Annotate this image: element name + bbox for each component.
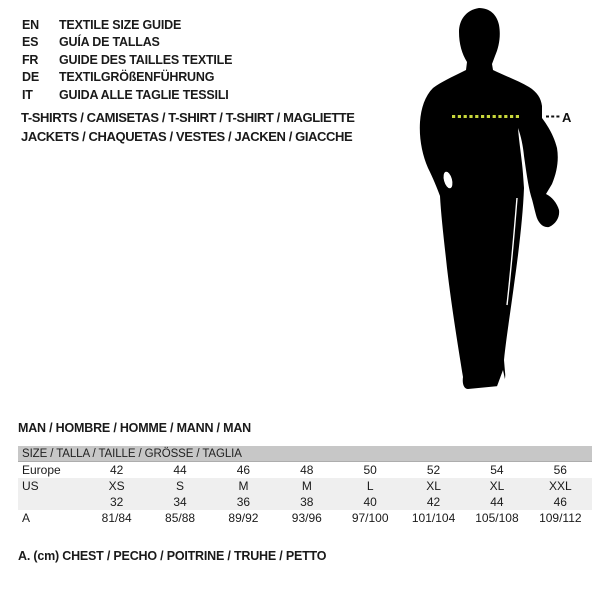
- table-cell: 44: [173, 463, 187, 477]
- table-row-us: [18, 478, 592, 494]
- measure-label-a: A: [562, 110, 572, 125]
- table-cell: 52: [426, 463, 441, 477]
- table-cell: 38: [300, 495, 314, 509]
- language-code: IT: [22, 87, 33, 102]
- table-cell: 93/96: [291, 511, 322, 525]
- table-cell: XXL: [548, 479, 572, 493]
- language-row-de: [22, 69, 232, 87]
- table-cell: 36: [236, 495, 251, 509]
- table-cell: 50: [363, 463, 377, 477]
- language-label: GUIDE DES TAILLES TEXTILE: [59, 52, 233, 67]
- table-row-us-numeric: [18, 494, 592, 510]
- garment-categories: [21, 108, 355, 146]
- section-title-man: MAN / HOMBRE / HOMME / MANN / MAN: [18, 421, 251, 435]
- language-code: FR: [22, 52, 39, 67]
- man-silhouette-figure: [415, 0, 575, 400]
- table-cell: 97/100: [351, 511, 389, 525]
- measure-footnote: A. (cm) CHEST / PECHO / POITRINE / TRUHE / PETTO: [18, 549, 327, 563]
- table-cell: 54: [490, 463, 504, 477]
- table-cell: 42: [426, 495, 441, 509]
- language-row-it: [22, 86, 232, 104]
- table-row-europe: [18, 462, 592, 478]
- table-cell: 48: [300, 463, 314, 477]
- table-cell: M: [301, 479, 312, 493]
- row-label: A: [22, 511, 31, 525]
- table-cell: 101/104: [411, 511, 456, 525]
- table-cell: 81/84: [101, 511, 132, 525]
- category-line-jackets: JACKETS / CHAQUETAS / VESTES / JACKEN / GIACCHE: [21, 129, 353, 144]
- language-row-es: [22, 34, 232, 52]
- table-cell: XL: [426, 479, 441, 493]
- table-cell: 109/112: [539, 511, 582, 525]
- table-cell: L: [366, 479, 374, 493]
- language-list: [22, 16, 232, 104]
- man-silhouette-icon: [415, 0, 575, 400]
- language-row-fr: [22, 51, 232, 69]
- table-cell: XL: [489, 479, 505, 493]
- table-cell: 42: [110, 463, 124, 477]
- table-cell: 46: [236, 463, 251, 477]
- table-cell: 46: [553, 495, 567, 509]
- table-cell: 105/108: [475, 511, 519, 525]
- table-cell: 56: [553, 463, 567, 477]
- table-cell: 44: [490, 495, 504, 509]
- table-cell: S: [176, 479, 185, 493]
- table-cell: 89/92: [228, 511, 259, 525]
- language-row-en: [22, 16, 232, 34]
- row-label: Europe: [22, 463, 61, 477]
- language-label: GUIDA ALLE TAGLIE TESSILI: [59, 87, 229, 102]
- table-cell: M: [238, 479, 249, 493]
- table-cell: 34: [173, 495, 187, 509]
- table-cell: 32: [110, 495, 124, 509]
- table-cell: XS: [108, 479, 125, 493]
- table-cell: 85/88: [165, 511, 196, 525]
- size-table: [18, 446, 592, 526]
- language-label: TEXTILE SIZE GUIDE: [59, 17, 182, 32]
- language-code: ES: [22, 35, 39, 50]
- language-label: GUÍA DE TALLAS: [59, 35, 160, 50]
- row-label: US: [22, 479, 39, 493]
- language-code: DE: [22, 70, 39, 85]
- category-line-tshirts: T-SHIRTS / CAMISETAS / T-SHIRT / T-SHIRT / MAGLIETTE: [21, 110, 355, 125]
- table-cell: 40: [363, 495, 377, 509]
- language-code: EN: [22, 17, 39, 32]
- language-label: TEXTILGRÖßENFÜHRUNG: [59, 70, 215, 85]
- size-table-header: SIZE / TALLA / TAILLE / GRÖSSE / TAGLIA: [18, 446, 592, 462]
- table-row-chest-cm: [18, 510, 592, 526]
